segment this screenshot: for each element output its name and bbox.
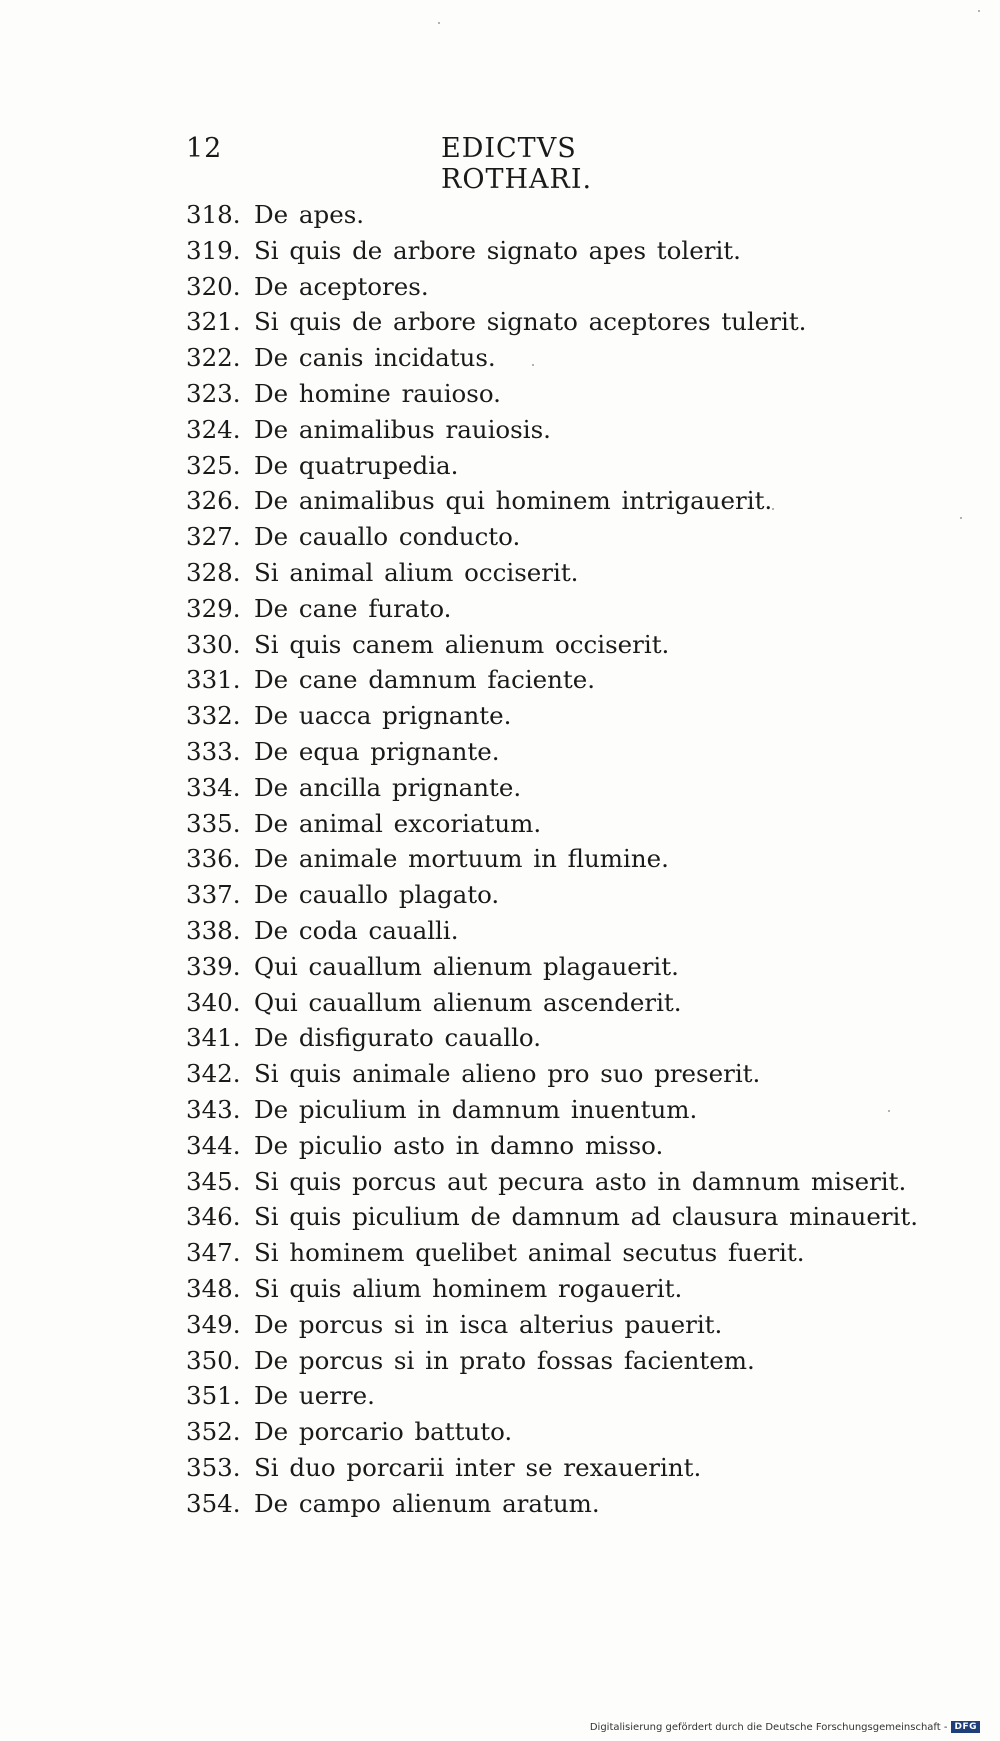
chapter-title: De porcus si in prato fossas facientem. [254,1345,755,1375]
chapter-entry [186,591,918,627]
chapter-entry [186,1271,918,1307]
chapter-entry [186,1199,918,1235]
chapter-title: Qui cauallum alienum plagauerit. [254,951,679,981]
chapter-title: De ancilla prignante. [254,772,522,802]
chapter-entry [186,949,918,985]
chapter-entry [186,734,918,770]
chapter-title: Si hominem quelibet animal secutus fuerit. [254,1238,805,1268]
chapter-entry [186,1414,918,1450]
chapter-title: De cauallo plagato. [254,880,500,910]
chapter-number: 326. [186,486,241,516]
chapter-number: 319. [186,235,241,265]
chapter-title: De equa prignante. [254,736,500,766]
chapter-number: 350. [186,1345,241,1375]
chapter-title: De piculio asto in damno misso. [254,1130,664,1160]
chapter-number: 332. [186,701,241,731]
chapter-number: 348. [186,1273,241,1303]
chapter-entry [186,627,918,663]
chapter-number: 324. [186,414,241,444]
chapter-number: 346. [186,1202,241,1232]
chapter-entry [186,1235,918,1271]
chapter-number: 340. [186,987,241,1017]
chapter-entry [186,1307,918,1343]
chapter-entry [186,448,918,484]
scan-speck [978,10,980,12]
chapter-number: 334. [186,772,241,802]
chapter-title: Si quis de arbore signato apes tolerit. [254,235,741,265]
chapter-number: 342. [186,1059,241,1089]
chapter-number: 335. [186,808,241,838]
chapter-entry [186,1378,918,1414]
chapter-title: De cane damnum faciente. [254,665,596,695]
chapter-title: De aceptores. [254,271,429,301]
chapter-number: 329. [186,593,241,623]
chapter-title: De porcus si in isca alterius pauerit. [254,1309,723,1339]
chapter-number: 323. [186,378,241,408]
chapter-entry [186,483,918,519]
chapter-title: De animal excoriatum. [254,808,542,838]
chapter-entry [186,519,918,555]
chapter-title: De cane furato. [254,593,452,623]
chapter-entry [186,1128,918,1164]
chapter-entry [186,304,918,340]
page-header [186,133,706,195]
chapter-number: 322. [186,343,241,373]
chapter-number: 337. [186,880,241,910]
chapter-number: 354. [186,1488,241,1518]
chapter-entry [186,1450,918,1486]
scan-speck [960,517,962,519]
chapter-entry [186,1486,918,1522]
chapter-entry [186,269,918,305]
chapter-title: Si animal alium occiserit. [254,557,579,587]
chapter-entry [186,913,918,949]
chapter-entry [186,985,918,1021]
chapter-number: 339. [186,951,241,981]
chapter-entry [186,1020,918,1056]
chapter-entry [186,698,918,734]
chapter-title: De apes. [254,200,365,229]
chapter-number: 333. [186,736,241,766]
chapter-title: De uerre. [254,1381,375,1411]
scan-speck [532,364,534,366]
chapter-entry [186,376,918,412]
chapter-entry [186,340,918,376]
scan-speck [438,22,440,24]
chapter-entry [186,877,918,913]
chapter-number: 331. [186,665,241,695]
chapter-entry [186,806,918,842]
dfg-logo-icon: DFG [951,1721,980,1733]
chapter-entry [186,770,918,806]
chapter-title: De coda caualli. [254,915,459,945]
chapter-title: De uacca prignante. [254,701,512,731]
chapter-number: 338. [186,915,241,945]
chapter-title: Si quis porcus aut pecura asto in damnum miserit. [254,1166,907,1196]
chapter-number: 327. [186,522,241,552]
chapter-entry [186,555,918,591]
chapter-number: 343. [186,1094,241,1124]
chapter-entry [186,1343,918,1379]
chapter-number: 341. [186,1023,241,1053]
chapter-title: Si quis animale alieno pro suo preserit. [254,1059,761,1089]
chapter-entry [186,841,918,877]
chapter-number: 318. [186,200,241,229]
chapter-entry [186,412,918,448]
chapter-title: De canis incidatus. [254,343,496,373]
chapter-title: Si quis canem alienum occiserit. [254,629,670,659]
chapter-number: 328. [186,557,241,587]
chapter-entry [186,233,918,269]
chapter-title: Qui cauallum alienum ascenderit. [254,987,682,1017]
scan-speck [888,1110,890,1112]
chapter-number: 325. [186,450,241,480]
chapter-entry [186,1092,918,1128]
chapter-number: 321. [186,307,241,337]
chapter-title: De animalibus rauiosis. [254,414,551,444]
chapter-number: 351. [186,1381,241,1411]
chapter-title: De animalibus qui hominem intrigauerit. [254,486,773,516]
chapter-title: De piculium in damnum inuentum. [254,1094,698,1124]
chapter-number: 320. [186,271,241,301]
chapter-number: 344. [186,1130,241,1160]
chapter-number: 353. [186,1452,241,1482]
credit-text: Digitalisierung gefördert durch die Deutsche Forschungsgemeinschaft - [589,1721,948,1733]
chapter-title: Si quis piculium de damnum ad clausura minauerit. [254,1202,919,1232]
chapter-number: 330. [186,629,241,659]
chapter-title: De campo alienum aratum. [254,1488,600,1518]
chapter-entry [186,197,918,233]
chapter-title: De homine rauioso. [254,378,501,408]
digitization-credit [590,1721,980,1733]
page-number: 12 [186,133,223,164]
chapter-title: De animale mortuum in flumine. [254,844,669,874]
chapter-number: 347. [186,1238,241,1268]
chapter-title: Si duo porcarii inter se rexauerint. [254,1452,702,1482]
chapter-number: 349. [186,1309,241,1339]
chapter-number: 352. [186,1417,241,1447]
scan-speck [772,508,774,510]
chapter-list [186,197,918,1521]
chapter-title: Si quis de arbore signato aceptores tulerit. [254,307,807,337]
running-title: EDICTVS ROTHARI. [441,133,593,195]
chapter-title: De porcario battuto. [254,1417,513,1447]
chapter-entry [186,662,918,698]
chapter-title: De disfigurato cauallo. [254,1023,542,1053]
chapter-entry [186,1164,918,1200]
chapter-title: De quatrupedia. [254,450,459,480]
chapter-title: Si quis alium hominem rogauerit. [254,1273,683,1303]
chapter-number: 345. [186,1166,241,1196]
chapter-title: De cauallo conducto. [254,522,521,552]
chapter-entry [186,1056,918,1092]
chapter-number: 336. [186,844,241,874]
